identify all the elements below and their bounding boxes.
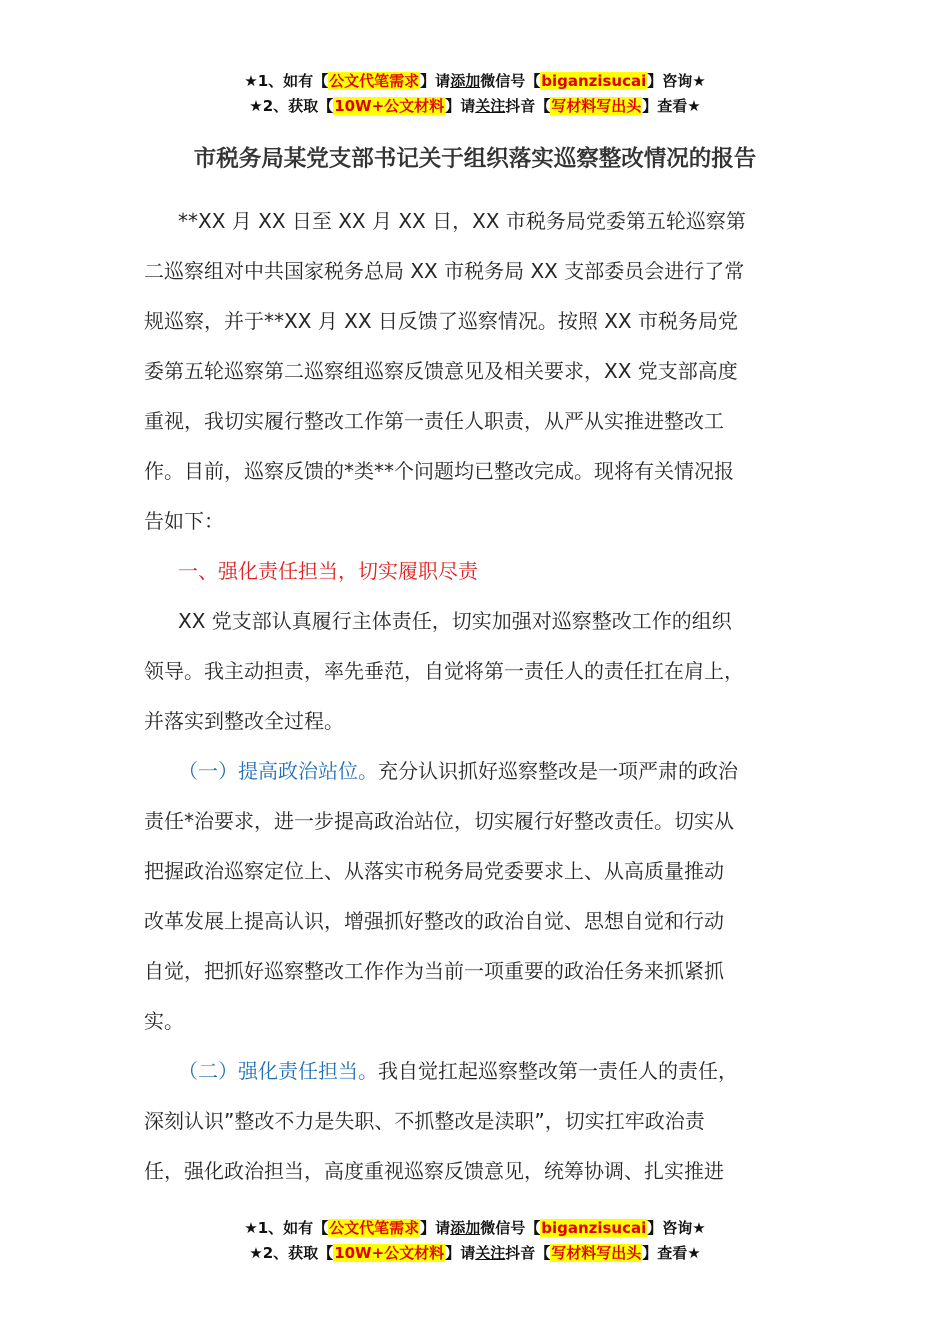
banner-text: 抖音【 <box>505 97 551 115</box>
banner-wechat-id: biganzisucai <box>541 72 647 90</box>
header-banner <box>0 69 950 119</box>
document-body <box>144 196 814 1196</box>
paragraph-line: 作。目前，巡察反馈的*类**个问题均已整改完成。现将有关情况报 <box>144 459 734 483</box>
paragraph-line: 二巡察组对中共国家税务总局 XX 市税务局 XX 支部委员会进行了常 <box>144 259 745 283</box>
paragraph-line: 深刻认识”整改不力是失职、不抓整改是渎职”，切实扛牢政治责 <box>144 1109 705 1133</box>
paragraph-line: 并落实到整改全过程。 <box>144 709 344 733</box>
subsection-first-line <box>144 1046 814 1096</box>
banner-text: 】请 <box>420 1219 451 1237</box>
paragraph-line: 把握政治巡察定位上、从落实市税务局党委要求上、从高质量推动 <box>144 859 724 883</box>
subsection-heading: （二）强化责任担当。 <box>178 1059 378 1083</box>
banner-text: 】请 <box>445 1244 476 1262</box>
banner-text: 微信号【 <box>480 72 541 90</box>
banner-line-2 <box>0 94 950 119</box>
banner-underlined-text: 添加 <box>450 72 481 90</box>
banner-douyin-id: 写材料写出头 <box>551 97 642 115</box>
banner-text: 】咨询★ <box>647 1219 706 1237</box>
banner-highlight: 10W+公文材料 <box>334 1244 445 1262</box>
banner-text: ★2、获取【 <box>249 1244 334 1262</box>
paragraph-line: **XX 月 XX 日至 XX 月 XX 日，XX 市税务局党委第五轮巡察第 <box>178 209 746 233</box>
banner-douyin-id: 写材料写出头 <box>551 1244 642 1262</box>
subsection-first-line <box>144 746 814 796</box>
paragraph-line: 委第五轮巡察第二巡察组巡察反馈意见及相关要求，XX 党支部高度 <box>144 359 738 383</box>
banner-text: 抖音【 <box>505 1244 551 1262</box>
banner-underlined-text: 关注 <box>475 97 506 115</box>
paragraph-line: 改革发展上提高认识，增强抓好整改的政治自觉、思想自觉和行动 <box>144 909 724 933</box>
paragraph-line: 告如下： <box>144 509 224 533</box>
paragraph-line: 实。 <box>144 1009 184 1033</box>
banner-highlight: 公文代笔需求 <box>329 1219 420 1237</box>
paragraph-text: 我自觉扛起巡察整改第一责任人的责任， <box>378 1059 738 1083</box>
banner-line-2 <box>0 1241 950 1266</box>
paragraph-line: 规巡察，并于**XX 月 XX 日反馈了巡察情况。按照 XX 市税务局党 <box>144 309 738 333</box>
paragraph-line: 责任*治要求，进一步提高政治站位，切实履行好整改责任。切实从 <box>144 809 734 833</box>
banner-text: 】咨询★ <box>647 72 706 90</box>
paragraph-line: 重视，我切实履行整改工作第一责任人职责，从严从实推进整改工 <box>144 409 724 433</box>
banner-line-1 <box>0 1216 950 1241</box>
paragraph-line: 任，强化政治担当，高度重视巡察反馈意见，统筹协调、扎实推进 <box>144 1159 724 1183</box>
banner-text: ★1、如有【 <box>244 1219 329 1237</box>
banner-text: 】查看★ <box>642 1244 701 1262</box>
footer-banner <box>0 1216 950 1266</box>
banner-highlight: 10W+公文材料 <box>334 97 445 115</box>
paragraph-line: 自觉，把抓好巡察整改工作作为当前一项重要的政治任务来抓紧抓 <box>144 959 724 983</box>
banner-text: ★1、如有【 <box>244 72 329 90</box>
banner-text: 】查看★ <box>642 97 701 115</box>
banner-text: 】请 <box>445 97 476 115</box>
banner-line-1 <box>0 69 950 94</box>
paragraph-line: XX 党支部认真履行主体责任，切实加强对巡察整改工作的组织 <box>178 609 732 633</box>
subsection-heading: （一）提高政治站位。 <box>178 759 378 783</box>
banner-text: 】请 <box>420 72 451 90</box>
banner-wechat-id: biganzisucai <box>541 1219 647 1237</box>
paragraph-text: 充分认识抓好巡察整改是一项严肃的政治 <box>378 759 738 783</box>
paragraph-line: 领导。我主动担责，率先垂范，自觉将第一责任人的责任扛在肩上， <box>144 659 744 683</box>
banner-text: ★2、获取【 <box>249 97 334 115</box>
document-title: 市税务局某党支部书记关于组织落实巡察整改情况的报告 <box>193 146 757 172</box>
banner-text: 微信号【 <box>480 1219 541 1237</box>
banner-underlined-text: 添加 <box>450 1219 481 1237</box>
banner-underlined-text: 关注 <box>475 1244 506 1262</box>
banner-highlight: 公文代笔需求 <box>329 72 420 90</box>
section-heading: 一、强化责任担当，切实履职尽责 <box>178 559 478 583</box>
